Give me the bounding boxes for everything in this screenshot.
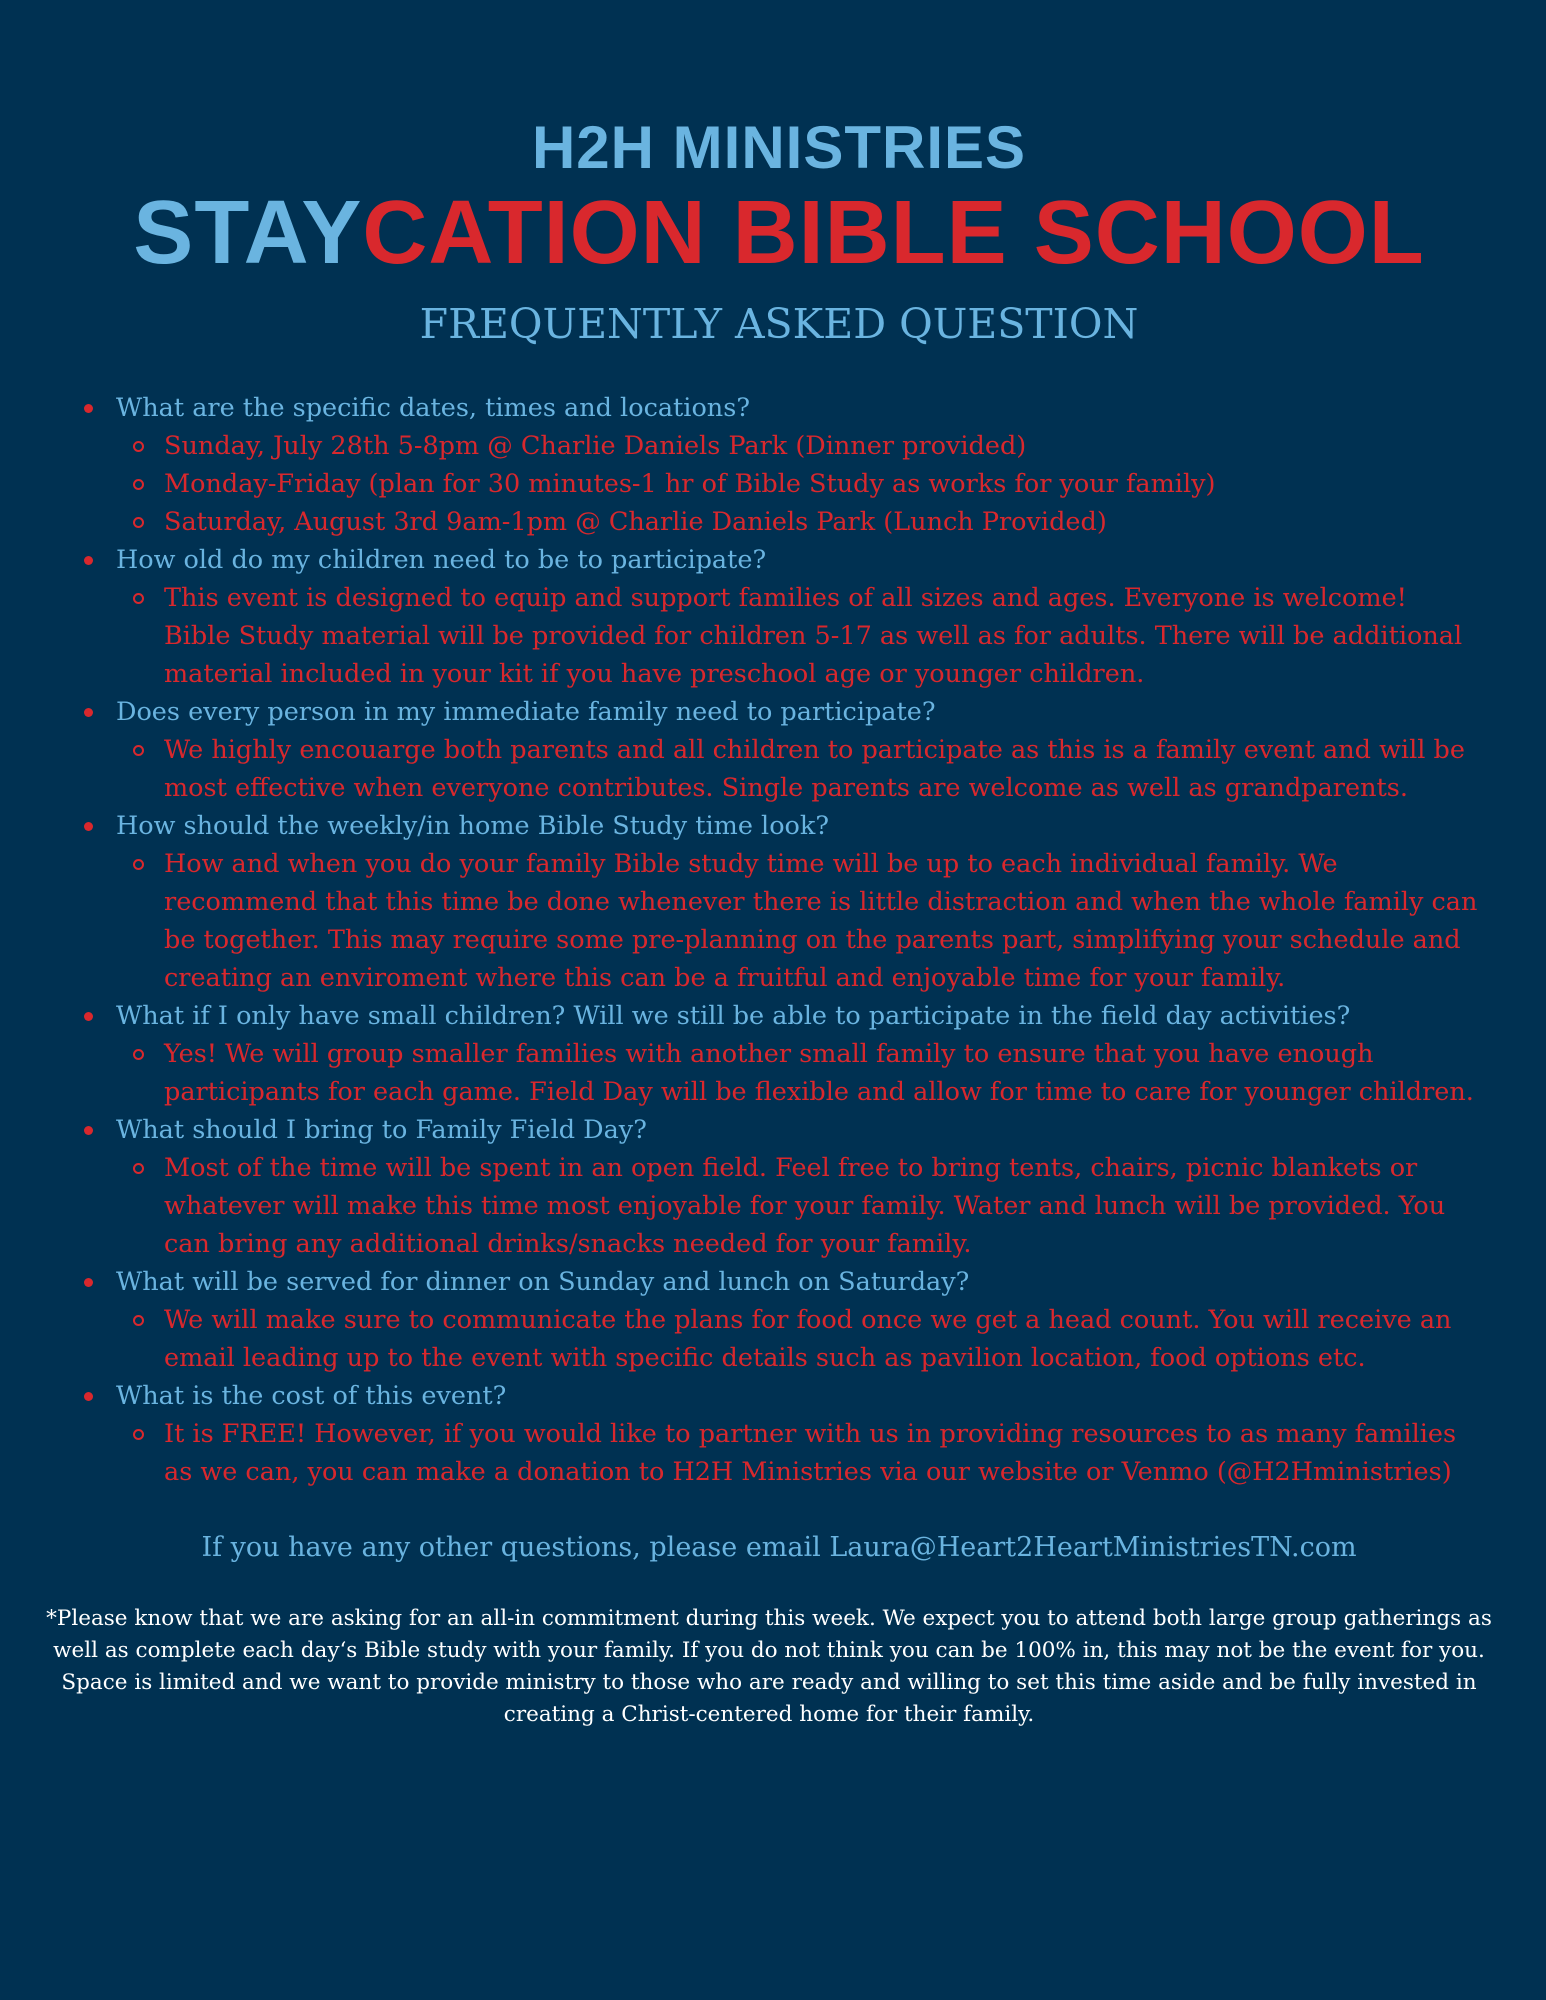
faq-list	[80, 389, 1478, 1491]
circle-bullet-icon	[133, 479, 144, 490]
faq-question: Does every person in my immediate family need to participate?	[116, 697, 936, 727]
faq-item	[80, 807, 1478, 997]
faq-answer	[116, 465, 1478, 503]
contact-line: If you have any other questions, please email Laura@Heart2HeartMinistriesTN.com	[201, 1532, 1357, 1563]
faq-question: What is the cost of this event?	[116, 1381, 507, 1411]
faq-answer	[116, 1415, 1478, 1491]
bullet-icon	[84, 1012, 93, 1021]
circle-bullet-icon	[133, 1163, 144, 1174]
bullet-icon	[84, 1278, 93, 1287]
faq-item	[80, 693, 1478, 807]
faq-question: How old do my children need to be to participate?	[116, 545, 767, 575]
faq-item	[80, 1377, 1478, 1491]
bullet-icon	[84, 708, 93, 717]
faq-answers	[116, 1301, 1478, 1377]
event-title	[80, 183, 1478, 283]
faq-item	[80, 1111, 1478, 1263]
faq-item	[80, 1263, 1478, 1377]
faq-answer-text: Sunday, July 28th 5-8pm @ Charlie Daniels Park (Dinner provided)	[164, 431, 1027, 461]
bullet-icon	[84, 556, 93, 565]
circle-bullet-icon	[133, 441, 144, 452]
circle-bullet-icon	[133, 1429, 144, 1440]
faq-question: How should the weekly/in home Bible Study time look?	[116, 811, 830, 841]
faq-answer-text: How and when you do your family Bible study time will be up to each individual family. We recommend that this time be done whenever there is little distraction and when the whole family can be together. This may require some pre-planning on the parents part, simplifying your schedule and creating an enviroment where this can be a fruitful and enjoyable time for your family.	[164, 849, 1478, 993]
circle-bullet-icon	[133, 1315, 144, 1326]
faq-answers	[116, 731, 1478, 807]
faq-question: What will be served for dinner on Sunday and lunch on Saturday?	[116, 1267, 970, 1297]
faq-answer	[116, 579, 1478, 693]
faq-heading: FREQUENTLY ASKED QUESTION	[419, 300, 1139, 348]
faq-answers	[116, 1415, 1478, 1491]
faq-answers	[116, 579, 1478, 693]
faq-answer	[116, 503, 1478, 541]
faq-question: What if I only have small children? Will we still be able to participate in the field day activities?	[116, 1001, 1351, 1031]
faq-answer	[116, 731, 1478, 807]
event-title-stay: STAY	[133, 183, 363, 283]
faq-answer	[116, 427, 1478, 465]
faq-answer-text: This event is designed to equip and support families of all sizes and ages. Everyone is welcome! Bible Study material will be provided for children 5-17 as well as for adults. There will be additional material included in your kit if you have preschool age or younger children.	[164, 583, 1463, 689]
faq-answer-text: We will make sure to communicate the plans for food once we get a head count. You will receive an email leading up to the event with specific details such as pavilion location, food options etc.	[164, 1305, 1452, 1373]
circle-bullet-icon	[133, 517, 144, 528]
faq-item	[80, 389, 1478, 541]
faq-answer	[116, 845, 1478, 997]
faq-answer	[116, 1149, 1478, 1263]
faq-answer-text: It is FREE! However, if you would like to partner with us in providing resources to as many families as we can, you can make a donation to H2H Ministries via our website or Venmo (@H2Hministries)	[164, 1419, 1457, 1487]
faq-answer-text: Saturday, August 3rd 9am-1pm @ Charlie Daniels Park (Lunch Provided)	[164, 507, 1107, 537]
circle-bullet-icon	[133, 593, 144, 604]
faq-answers	[116, 1035, 1478, 1111]
faq-answers	[116, 427, 1478, 541]
faq-answer-text: Yes! We will group smaller families with another small family to ensure that you have enough participants for each game. Field Day will be flexible and allow for time to care for younger children.	[164, 1039, 1474, 1107]
faq-item	[80, 541, 1478, 693]
faq-answer-text: We highly encouarge both parents and all children to participate as this is a family event and will be most effective when everyone contributes. Single parents are welcome as well as grandparents.	[164, 735, 1465, 803]
faq-answer-text: Most of the time will be spent in an open field. Feel free to bring tents, chairs, picnic blankets or whatever will make this time most enjoyable for your family. Water and lunch will be provided. You can bring any additional drinks/snacks needed for your family.	[164, 1153, 1446, 1259]
faq-answer	[116, 1035, 1478, 1111]
bullet-icon	[84, 1392, 93, 1401]
event-title-cation: CATION BIBLE SCHOOL	[362, 183, 1425, 283]
faq-answer-text: Monday-Friday (plan for 30 minutes-1 hr of Bible Study as works for your family)	[164, 469, 1216, 499]
faq-question: What should I bring to Family Field Day?	[116, 1115, 647, 1145]
faq-question: What are the specific dates, times and locations?	[116, 393, 750, 423]
bullet-icon	[84, 822, 93, 831]
faq-answer	[116, 1301, 1478, 1377]
faq-answers	[116, 1149, 1478, 1263]
circle-bullet-icon	[133, 859, 144, 870]
faq-answers	[116, 845, 1478, 997]
bullet-icon	[84, 1126, 93, 1135]
circle-bullet-icon	[133, 745, 144, 756]
org-title: H2H MINISTRIES	[531, 114, 1027, 181]
circle-bullet-icon	[133, 1049, 144, 1060]
bullet-icon	[84, 404, 93, 413]
flyer-header	[80, 0, 1478, 348]
commitment-notice: *Please know that we are asking for an all-in commitment during this week. We expect you to attend both large group gatherings as well as complete each day‘s Bible study with your family. If you do not think you can be 100% in, this may not be the event for you. Space is limited and we want to provide ministry to those who are ready and willing to set this time aside and be fully invested in creating a Christ-centered home for their family.	[46, 1606, 1492, 1727]
faq-item	[80, 997, 1478, 1111]
